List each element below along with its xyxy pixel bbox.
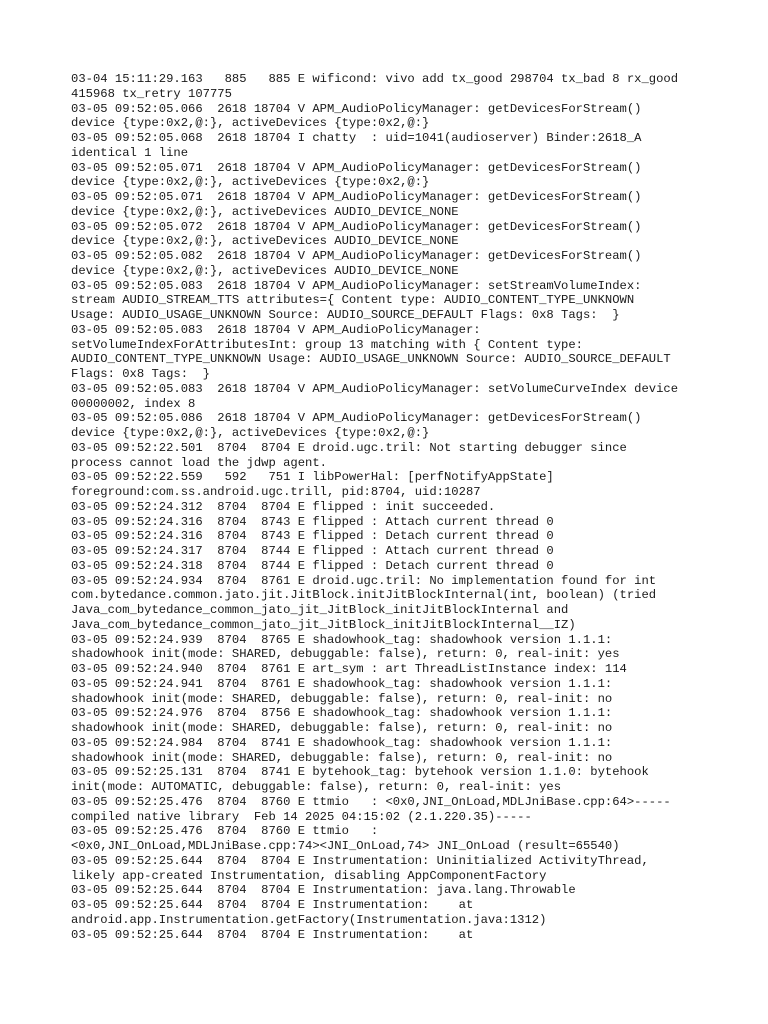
log-line: device {type:0x2,@:}, activeDevices {type:0x2,@:}: [71, 426, 430, 440]
log-line: 03-05 09:52:24.318 8704 8744 E flipped : Detach current thread 0: [71, 558, 554, 573]
log-line: 00000002, index 8: [71, 396, 196, 411]
log-line: device {type:0x2,@:}, activeDevices AUDIO_DEVICE_NONE: [71, 234, 459, 249]
log-line: 03-05 09:52:24.941 8704 8761 E shadowhook_tag: shadowhook version 1.1.1:: [71, 676, 613, 691]
log-line: 03-05 09:52:25.644 8704 8704 E Instrumentation: Uninitialized ActivityThread,: [71, 853, 649, 868]
log-line: 03-05 09:52:22.559 592 751 I libPowerHal: [perfNotifyAppState]: [71, 470, 554, 485]
log-line: 03-05 09:52:24.316 8704 8743 E flipped : Attach current thread 0: [71, 514, 554, 529]
log-line: process cannot load the jdwp agent.: [71, 455, 327, 470]
log-line: compiled native library Feb 14 2025 04:15:02 (2.1.220.35)-----: [71, 809, 532, 824]
log-line: device {type:0x2,@:}, activeDevices AUDIO_DEVICE_NONE: [71, 263, 459, 278]
log-line: shadowhook init(mode: SHARED, debuggable: false), return: 0, real-init: yes: [71, 647, 620, 662]
log-line: 03-05 09:52:05.071 2618 18704 V APM_AudioPolicyManager: getDevicesForStream(): [71, 160, 642, 175]
log-line: Java_com_bytedance_common_jato_jit_JitBlock_initJitBlockInternal__IZ): [71, 617, 576, 632]
log-line: 03-05 09:52:24.984 8704 8741 E shadowhook_tag: shadowhook version 1.1.1:: [71, 735, 613, 750]
log-line: com.bytedance.common.jato.jit.JitBlock.initJitBlockInternal(int, boolean) (tried: [71, 588, 657, 603]
log-line: device {type:0x2,@:}, activeDevices AUDIO_DEVICE_NONE: [71, 204, 459, 219]
log-line: likely app-created Instrumentation, disabling AppComponentFactory: [71, 868, 547, 883]
log-line: 03-05 09:52:24.934 8704 8761 E droid.ugc.tril: No implementation found for int: [71, 573, 657, 588]
log-line: 03-05 09:52:05.082 2618 18704 V APM_AudioPolicyManager: getDevicesForStream(): [71, 249, 642, 263]
log-line: Usage: AUDIO_USAGE_UNKNOWN Source: AUDIO_SOURCE_DEFAULT Flags: 0x8 Tags: }: [71, 308, 620, 322]
log-line: 03-05 09:52:24.939 8704 8765 E shadowhook_tag: shadowhook version 1.1.1:: [71, 632, 613, 647]
log-line: 03-05 09:52:05.086 2618 18704 V APM_AudioPolicyManager: getDevicesForStream(): [71, 411, 642, 426]
log-line: 03-05 09:52:25.476 8704 8760 E ttmio :: [71, 824, 379, 839]
log-line: foreground:com.ss.android.ugc.trill, pid:8704, uid:10287: [71, 485, 481, 499]
log-line: 03-05 09:52:05.066 2618 18704 V APM_AudioPolicyManager: getDevicesForStream(): [71, 101, 642, 116]
log-line: 03-05 09:52:25.476 8704 8760 E ttmio : <0x0,JNI_OnLoad,MDLJniBase.cpp:64>-----: [71, 794, 671, 809]
log-line: 03-04 15:11:29.163 885 885 E wificond: vivo add tx_good 298704 tx_bad 8 rx_good: [71, 72, 679, 86]
log-line: 03-05 09:52:05.071 2618 18704 V APM_AudioPolicyManager: getDevicesForStream(): [71, 190, 642, 204]
log-line: Java_com_bytedance_common_jato_jit_JitBlock_initJitBlockInternal and: [71, 603, 569, 617]
log-line: 03-05 09:52:05.083 2618 18704 V APM_AudioPolicyManager: setStreamVolumeIndex:: [71, 278, 642, 293]
log-line: 03-05 09:52:24.976 8704 8756 E shadowhook_tag: shadowhook version 1.1.1:: [71, 706, 613, 721]
log-line: device {type:0x2,@:}, activeDevices {type:0x2,@:}: [71, 116, 430, 131]
log-line: 03-05 09:52:24.316 8704 8743 E flipped : Detach current thread 0: [71, 529, 554, 544]
log-line: 03-05 09:52:22.501 8704 8704 E droid.ugc.tril: Not starting debugger since: [71, 440, 627, 455]
log-line: 03-05 09:52:05.083 2618 18704 V APM_AudioPolicyManager:: [71, 322, 481, 337]
log-line: identical 1 line: [71, 145, 189, 160]
log-line: init(mode: AUTOMATIC, debuggable: false), return: 0, real-init: yes: [71, 780, 562, 794]
log-line: 03-05 09:52:25.131 8704 8741 E bytehook_tag: bytehook version 1.1.0: bytehook: [71, 765, 649, 780]
log-line: 03-05 09:52:25.644 8704 8704 E Instrumentation: at: [71, 927, 474, 942]
log-line: 03-05 09:52:05.072 2618 18704 V APM_AudioPolicyManager: getDevicesForStream(): [71, 219, 642, 234]
log-line: AUDIO_CONTENT_TYPE_UNKNOWN Usage: AUDIO_USAGE_UNKNOWN Source: AUDIO_SOURCE_DEFAULT: [71, 352, 671, 367]
log-text-block: [71, 72, 731, 942]
log-line: device {type:0x2,@:}, activeDevices {type:0x2,@:}: [71, 175, 430, 190]
log-line: Flags: 0x8 Tags: }: [71, 367, 210, 381]
log-line: setVolumeIndexForAttributesInt: group 13 matching with { Content type:: [71, 337, 583, 352]
log-line: 03-05 09:52:24.317 8704 8744 E flipped : Attach current thread 0: [71, 544, 554, 558]
log-line: stream AUDIO_STREAM_TTS attributes={ Content type: AUDIO_CONTENT_TYPE_UNKNOWN: [71, 293, 635, 308]
log-line: shadowhook init(mode: SHARED, debuggable: false), return: 0, real-init: no: [71, 750, 613, 765]
log-line: 415968 tx_retry 107775: [71, 86, 232, 101]
log-line: 03-05 09:52:24.312 8704 8704 E flipped : init succeeded.: [71, 499, 496, 514]
log-line: 03-05 09:52:05.083 2618 18704 V APM_AudioPolicyManager: setVolumeCurveIndex device: [71, 381, 679, 396]
log-line: shadowhook init(mode: SHARED, debuggable: false), return: 0, real-init: no: [71, 691, 613, 706]
log-line: 03-05 09:52:25.644 8704 8704 E Instrumentation: at: [71, 898, 474, 912]
log-line: shadowhook init(mode: SHARED, debuggable: false), return: 0, real-init: no: [71, 721, 613, 735]
log-line: 03-05 09:52:24.940 8704 8761 E art_sym : art ThreadListInstance index: 114: [71, 662, 627, 676]
log-line: 03-05 09:52:05.068 2618 18704 I chatty : uid=1041(audioserver) Binder:2618_A: [71, 131, 642, 145]
log-line: <0x0,JNI_OnLoad,MDLJniBase.cpp:74><JNI_OnLoad,74> JNI_OnLoad (result=65540): [71, 839, 620, 853]
log-line: 03-05 09:52:25.644 8704 8704 E Instrumentation: java.lang.Throwable: [71, 883, 576, 898]
log-line: android.app.Instrumentation.getFactory(Instrumentation.java:1312): [71, 912, 547, 927]
